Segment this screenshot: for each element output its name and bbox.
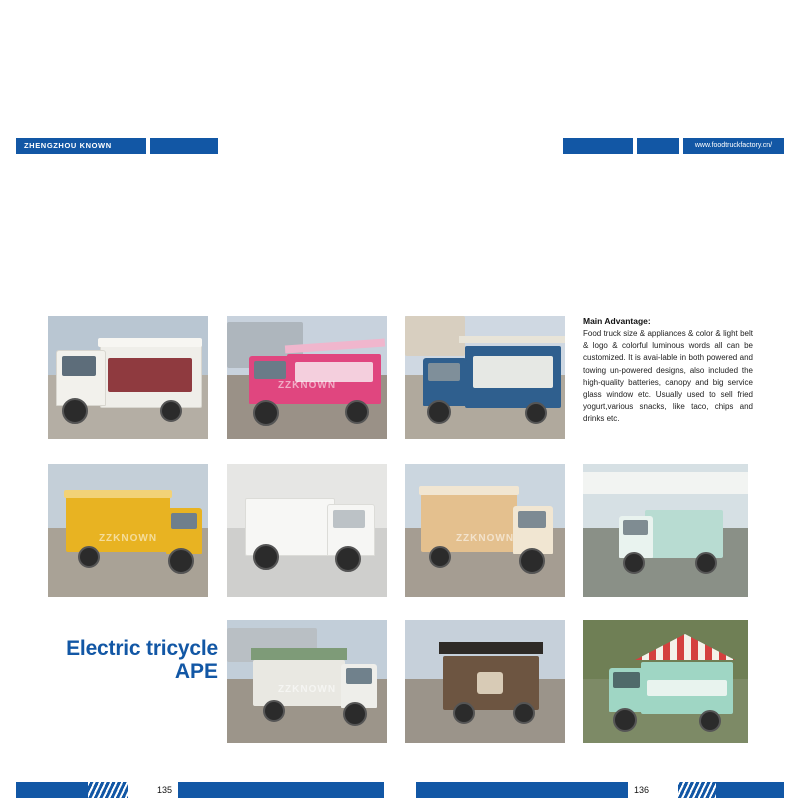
cab-window xyxy=(518,511,546,528)
cab-window xyxy=(254,361,286,379)
watermark: ZZKNOWN xyxy=(455,533,515,545)
website-url[interactable]: www.foodtruckfactory.cn/ xyxy=(683,138,784,154)
front-wheel xyxy=(168,548,194,574)
photo-6 xyxy=(405,464,565,597)
service-counter xyxy=(647,680,727,696)
header-accent-left xyxy=(150,138,218,154)
header-accent-right-b xyxy=(637,138,679,154)
catalog-spread xyxy=(0,130,800,795)
header-accent-right-a xyxy=(563,138,633,154)
section-title-line-2: APE xyxy=(174,659,218,683)
truck-body xyxy=(645,510,723,558)
section-title xyxy=(48,638,218,683)
logo-plate xyxy=(477,672,503,694)
brand-label: ZHENGZHOU KNOWN xyxy=(16,138,146,154)
rear-wheel xyxy=(453,702,475,724)
front-wheel xyxy=(513,702,535,724)
footer-bar-left xyxy=(16,782,384,798)
rear-wheel xyxy=(253,544,279,570)
photo-5 xyxy=(227,464,387,597)
front-wheel xyxy=(427,400,451,424)
photo-7 xyxy=(583,464,748,597)
front-wheel xyxy=(253,400,279,426)
rear-wheel xyxy=(160,400,182,422)
truck-awning xyxy=(459,336,565,343)
rear-wheel xyxy=(525,402,547,424)
truck-awning xyxy=(439,642,543,654)
cab-window xyxy=(171,513,197,529)
event-canopy xyxy=(583,472,748,494)
section-title-line-1: Electric tricycle xyxy=(66,637,218,660)
rear-wheel xyxy=(429,546,451,568)
rear-wheel xyxy=(345,400,369,424)
rear-wheel xyxy=(78,546,100,568)
cab-window xyxy=(62,356,96,376)
photo-1 xyxy=(48,316,208,439)
page-number-left: 135 xyxy=(128,782,178,798)
truck-awning xyxy=(64,490,172,498)
photo-8 xyxy=(227,620,387,743)
rear-wheel xyxy=(695,552,717,574)
truck-roof xyxy=(251,648,347,660)
front-wheel xyxy=(623,552,645,574)
watermark: ZZKNOWN xyxy=(98,533,158,545)
advantage-heading: Main Advantage: xyxy=(583,316,651,326)
cab-window xyxy=(428,363,460,381)
main-advantage-block xyxy=(583,316,753,426)
front-wheel xyxy=(335,546,361,572)
display-window xyxy=(473,356,553,388)
footer-bar-right xyxy=(416,782,784,798)
spread-gutter xyxy=(399,260,401,800)
cab-window xyxy=(346,668,372,684)
advantage-body: Food truck size & appliances & color & light belt & logo & colorful luminous words all can be customized. It is avai-lable in both powered and towing un-powered designs, also included the high-quality batteries, canopy and big service glass window etc. Usually used to sell fried yogurt,various snacks, like taco, chips and drinks etc. xyxy=(583,329,753,424)
footer-hatch-right xyxy=(672,782,716,798)
page-number-right: 136 xyxy=(628,782,678,798)
watermark: ZZKNOWN xyxy=(277,683,337,695)
watermark: ZZKNOWN xyxy=(277,379,337,391)
rear-wheel xyxy=(699,710,721,732)
background-building xyxy=(405,316,465,356)
cab-window xyxy=(623,520,648,535)
service-hatch xyxy=(419,486,519,495)
front-wheel xyxy=(62,398,88,424)
footer-hatch-left xyxy=(88,782,132,798)
truck-awning xyxy=(98,338,202,347)
rear-wheel xyxy=(263,700,285,722)
cab-window xyxy=(613,672,640,688)
service-window xyxy=(295,362,373,382)
truck-body xyxy=(421,494,517,552)
page-header xyxy=(16,138,784,154)
front-wheel xyxy=(613,708,637,732)
front-wheel xyxy=(343,702,367,726)
photo-9 xyxy=(405,620,565,743)
truck-body xyxy=(253,660,345,706)
cab-window xyxy=(333,510,365,528)
truck-body xyxy=(66,496,170,552)
photo-4 xyxy=(48,464,208,597)
truck-interior-panel xyxy=(108,358,192,392)
photo-3 xyxy=(405,316,565,439)
photo-2 xyxy=(227,316,387,439)
photo-10 xyxy=(583,620,748,743)
front-wheel xyxy=(519,548,545,574)
